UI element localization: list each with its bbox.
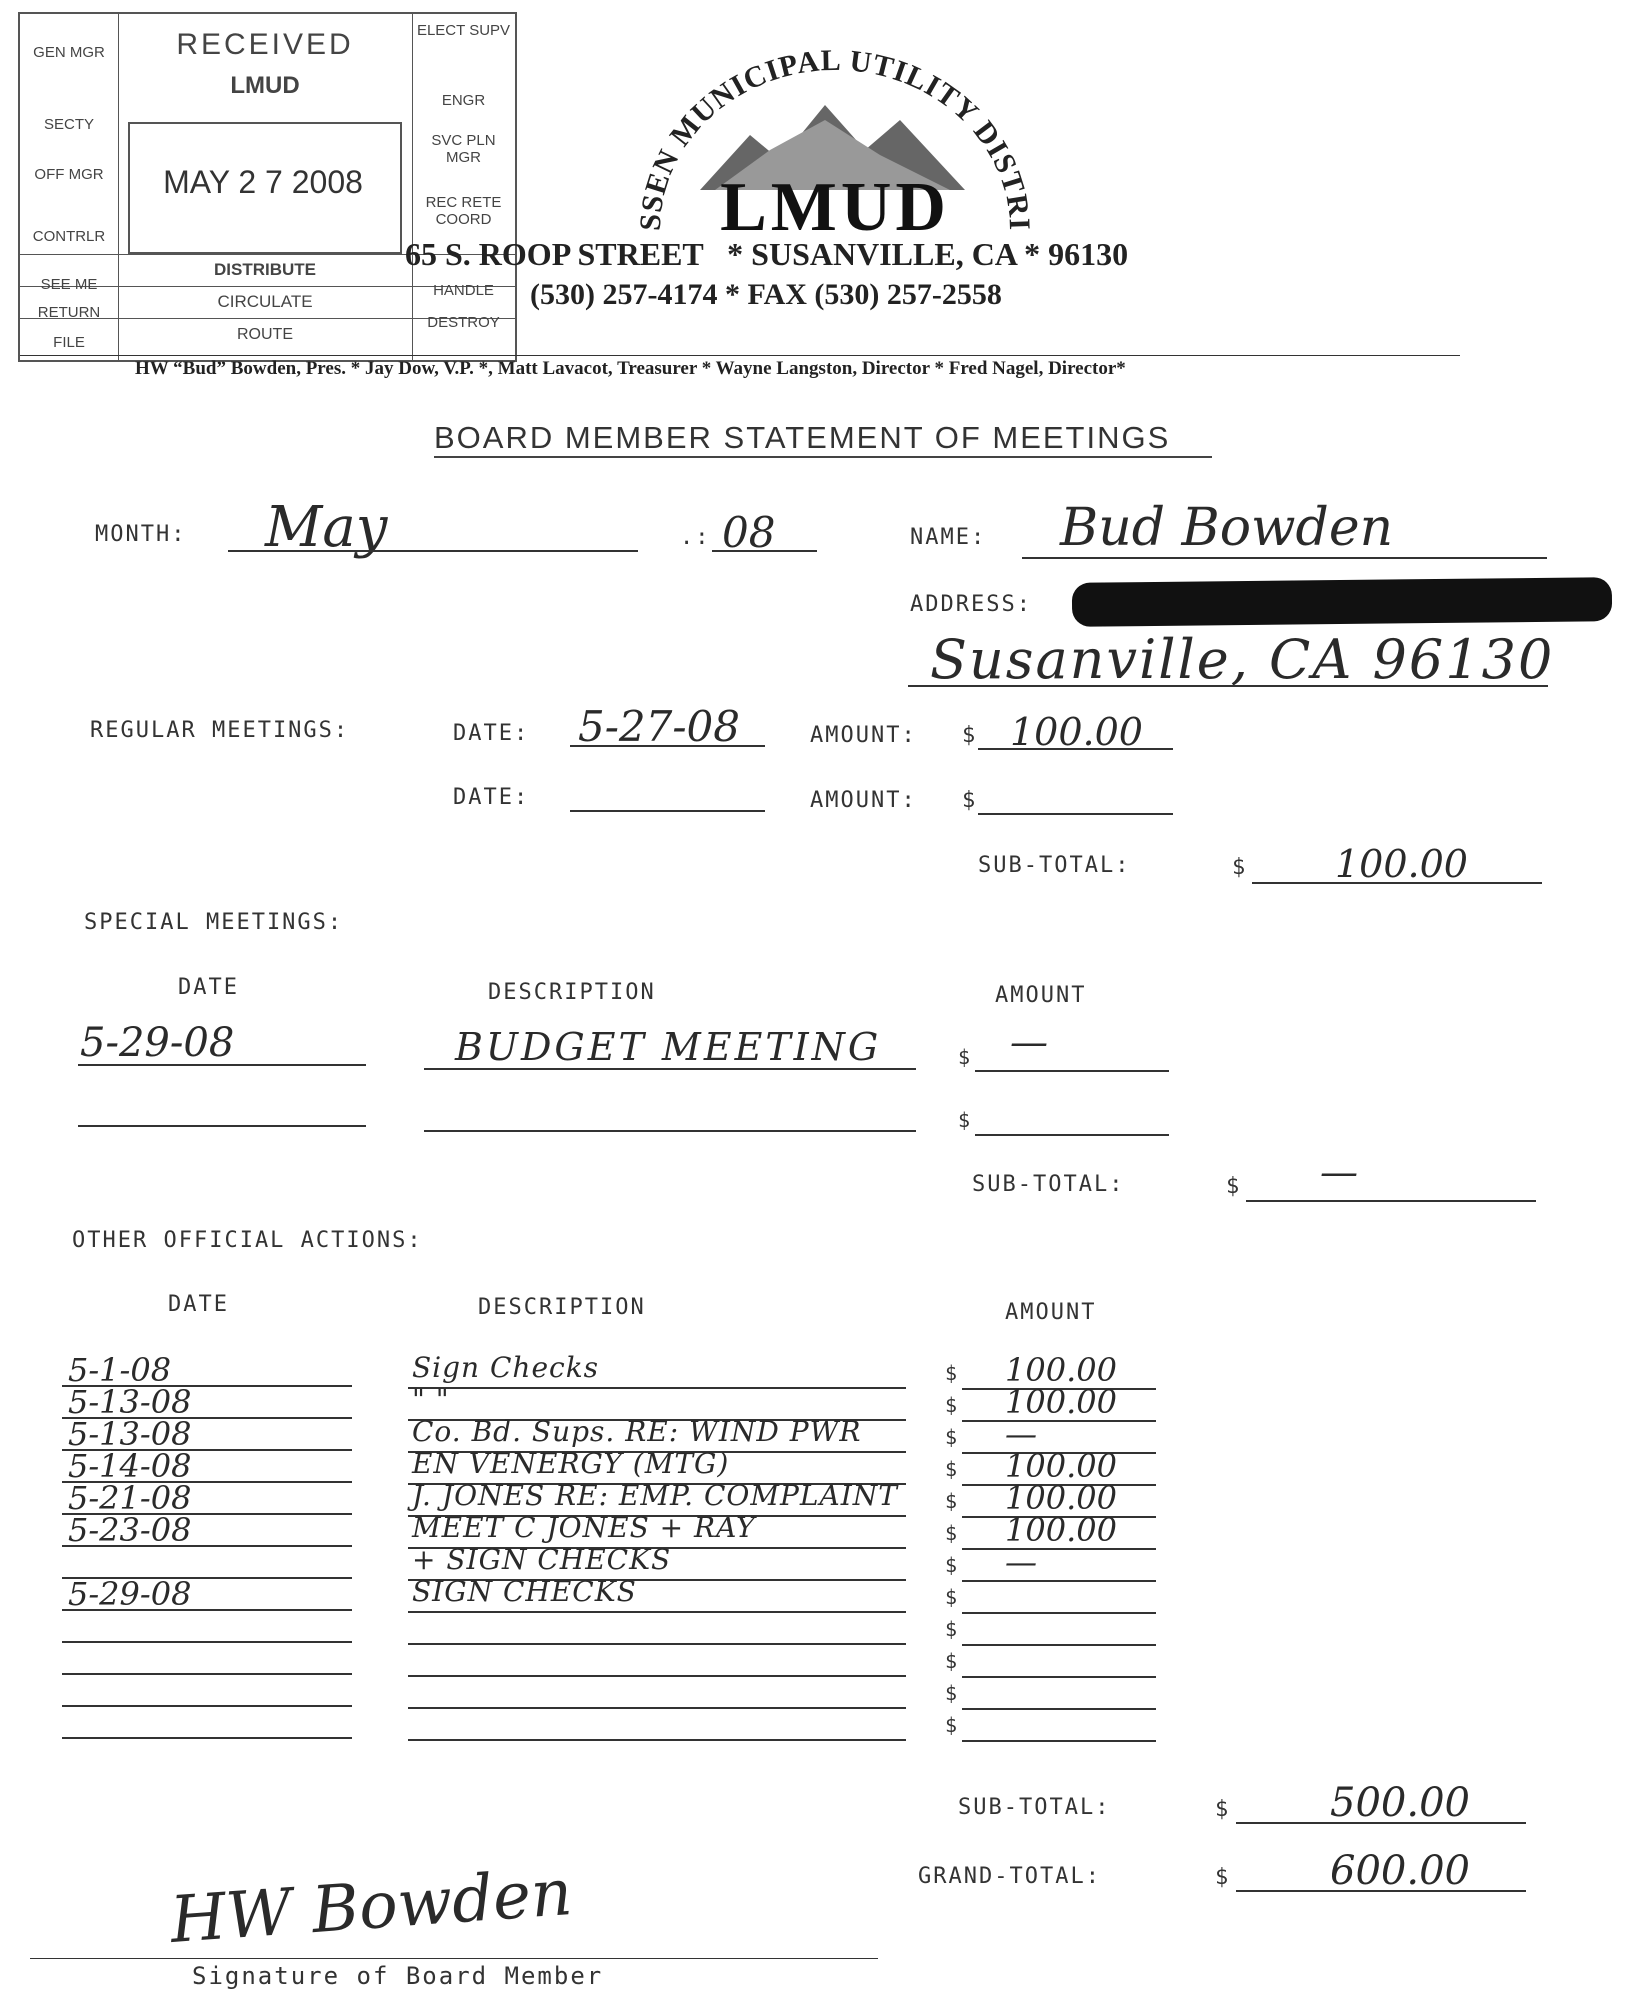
- other-row-date: 5-14-08: [68, 1447, 192, 1485]
- other-row-date-line: [62, 1609, 352, 1611]
- other-actions-label: OTHER OFFICIAL ACTIONS:: [72, 1228, 423, 1253]
- page-title: BOARD MEMBER STATEMENT OF MEETINGS: [434, 420, 1171, 455]
- other-row-date: 5-13-08: [68, 1383, 192, 1421]
- stamp-cell: FILE: [53, 334, 85, 351]
- other-row-desc-line: [408, 1739, 906, 1741]
- stamp-cell: SVC PLN MGR: [431, 132, 496, 166]
- dollar-sign: $: [958, 1108, 971, 1132]
- dollar-sign: $: [945, 1457, 958, 1481]
- other-row-amount-line: [962, 1708, 1156, 1710]
- stamp-cell: ENGR: [441, 92, 486, 109]
- address-line2: Susanville, CA 96130: [930, 628, 1555, 691]
- other-row-amount-line: [962, 1548, 1156, 1550]
- other-row-amount-line: [962, 1612, 1156, 1614]
- other-row-desc-line: [408, 1387, 906, 1389]
- stamp-cell: RETURN: [37, 304, 101, 321]
- address-label: ADDRESS:: [910, 592, 1032, 617]
- stamp-route: ROUTE: [237, 326, 293, 343]
- officers-line: HW “Bud” Bowden, Pres. * Jay Dow, V.P. *, Matt Lavacot, Treasurer * Wayne Langston, Director * Fred Nagel, Director*: [135, 358, 1126, 379]
- logo-letters: LMUD: [720, 169, 950, 240]
- other-row-date-line: [62, 1641, 352, 1643]
- regular-date-1: 5-27-08: [578, 702, 740, 751]
- dollar-sign: $: [1215, 1797, 1229, 1822]
- other-row-amount: 100.00: [1005, 1479, 1117, 1517]
- stamp-cell: REC RETE COORD: [425, 194, 502, 228]
- special-amount-2: [975, 1134, 1169, 1136]
- dollar-sign: $: [945, 1361, 958, 1385]
- dollar-sign: $: [945, 1521, 958, 1545]
- dollar-sign: $: [958, 1045, 971, 1069]
- stamp-circulate: CIRCULATE: [217, 292, 313, 311]
- dollar-sign: $: [945, 1713, 958, 1737]
- stamp-distribute: DISTRIBUTE: [214, 260, 316, 279]
- dollar-sign: $: [945, 1425, 958, 1449]
- other-row-amount: —: [1005, 1415, 1037, 1453]
- other-row-amount: —: [1005, 1543, 1037, 1581]
- other-row-amount-line: [962, 1740, 1156, 1742]
- other-row-desc: EN VENERGY (MTG): [412, 1447, 730, 1480]
- regular-subtotal-label: SUB-TOTAL:: [978, 853, 1131, 878]
- dots: .:: [680, 525, 711, 550]
- other-row-amount-line: [962, 1644, 1156, 1646]
- stamp-cell: HANDLE: [433, 282, 494, 299]
- regular-date-2: [570, 810, 765, 812]
- stamp-cell: GEN MGR: [33, 44, 105, 61]
- letterhead-rule: [20, 355, 1460, 356]
- other-row-desc: MEET C JONES + RAY: [412, 1511, 756, 1544]
- other-row-desc: " ": [412, 1383, 450, 1416]
- stamp-received: RECEIVED: [176, 28, 354, 61]
- letterhead-phone: (530) 257-4174 * FAX (530) 257-2558: [530, 278, 1002, 311]
- dollar-sign: $: [945, 1489, 958, 1513]
- special-date-1: 5-29-08: [80, 1020, 235, 1066]
- other-row-date: 5-21-08: [68, 1479, 192, 1517]
- other-row-amount: 100.00: [1005, 1447, 1117, 1485]
- other-row-amount: 100.00: [1005, 1511, 1117, 1549]
- dollar-sign: $: [1226, 1174, 1240, 1199]
- special-col-date: DATE: [178, 975, 239, 1000]
- regular-date-label: DATE:: [453, 721, 530, 746]
- year-value: 08: [722, 508, 776, 557]
- other-subtotal: 500.00: [1330, 1780, 1470, 1826]
- other-row-amount-line: [962, 1580, 1156, 1582]
- special-col-desc: DESCRIPTION: [488, 980, 656, 1005]
- special-amount-1: —: [1010, 1020, 1048, 1064]
- regular-amount-2: [978, 813, 1173, 815]
- name-label: NAME:: [910, 525, 987, 550]
- special-col-amount: AMOUNT: [995, 983, 1087, 1008]
- other-row-amount: 100.00: [1005, 1351, 1117, 1389]
- other-row-date: 5-23-08: [68, 1511, 192, 1549]
- other-row-date-line: [62, 1737, 352, 1739]
- grand-total: 600.00: [1330, 1848, 1470, 1894]
- stamp-cell: CONTRLR: [32, 228, 106, 245]
- other-row-date: 5-13-08: [68, 1415, 192, 1453]
- stamp-date: MAY 2 7 2008: [163, 164, 363, 200]
- stamp-cell: SECTY: [43, 116, 94, 133]
- stamp-org: LMUD: [230, 72, 300, 99]
- other-row-amount-line: [962, 1676, 1156, 1678]
- special-date-2: [78, 1125, 366, 1127]
- dollar-sign: $: [1215, 1865, 1229, 1890]
- special-subtotal-label: SUB-TOTAL:: [972, 1172, 1125, 1197]
- regular-date-label-2: DATE:: [453, 785, 530, 810]
- dollar-sign: $: [962, 788, 976, 813]
- other-col-desc: DESCRIPTION: [478, 1295, 646, 1320]
- address-redaction: [1072, 577, 1612, 627]
- signature-label: Signature of Board Member: [192, 1962, 604, 1990]
- dollar-sign: $: [1232, 855, 1246, 880]
- other-row-date-line: [62, 1705, 352, 1707]
- other-col-date: DATE: [168, 1292, 229, 1317]
- lmud-logo: [620, 40, 1050, 240]
- stamp-cell: OFF MGR: [34, 166, 104, 183]
- special-subtotal: —: [1320, 1150, 1358, 1194]
- special-meetings-label: SPECIAL MEETINGS:: [84, 910, 344, 935]
- dollar-sign: $: [962, 723, 976, 748]
- name-value: Bud Bowden: [1060, 498, 1394, 558]
- grand-total-label: GRAND-TOTAL:: [918, 1864, 1101, 1889]
- other-row-desc: + SIGN CHECKS: [412, 1543, 672, 1576]
- other-row-desc-line: [408, 1611, 906, 1613]
- letterhead-address: 65 S. ROOP STREET * SUSANVILLE, CA * 96130: [405, 236, 1129, 272]
- regular-amount-label: AMOUNT:: [810, 723, 917, 748]
- dollar-sign: $: [945, 1617, 958, 1641]
- special-desc-1: BUDGET MEETING: [455, 1025, 882, 1069]
- regular-meetings-label: REGULAR MEETINGS:: [90, 718, 350, 743]
- dollar-sign: $: [945, 1393, 958, 1417]
- dollar-sign: $: [945, 1553, 958, 1577]
- regular-amount-label-2: AMOUNT:: [810, 788, 917, 813]
- month-value: May: [265, 495, 388, 560]
- other-row-amount-line: [962, 1420, 1156, 1422]
- other-subtotal-label: SUB-TOTAL:: [958, 1795, 1111, 1820]
- other-row-date: 5-1-08: [68, 1351, 172, 1389]
- other-row-amount: 100.00: [1005, 1383, 1117, 1421]
- other-row-date-line: [62, 1673, 352, 1675]
- other-row-date: 5-29-08: [68, 1575, 192, 1613]
- stamp-cell: SEE ME: [40, 276, 98, 293]
- other-row-desc-line: [408, 1675, 906, 1677]
- received-stamp: [18, 12, 517, 362]
- other-row-desc: J. JONES RE: EMP. COMPLAINT: [412, 1479, 898, 1512]
- signature-scrawl: HW Bowden: [167, 1856, 575, 1958]
- dollar-sign: $: [945, 1585, 958, 1609]
- stamp-cell: ELECT SUPV: [416, 22, 511, 39]
- other-row-date-line: [62, 1545, 352, 1547]
- regular-amount-1: 100.00: [1010, 710, 1143, 754]
- other-row-desc: SIGN CHECKS: [412, 1575, 637, 1608]
- month-label: MONTH:: [95, 522, 187, 547]
- logo-arc-text: SSEN MUNICIPAL UTILITY DISTRI: [633, 43, 1037, 232]
- dollar-sign: $: [945, 1649, 958, 1673]
- other-row-desc: Sign Checks: [412, 1351, 600, 1384]
- other-row-desc: Co. Bd. Sups. RE: WIND PWR: [412, 1415, 862, 1448]
- special-desc-2: [424, 1130, 916, 1132]
- other-row-desc-line: [408, 1707, 906, 1709]
- other-col-amount: AMOUNT: [1005, 1300, 1097, 1325]
- other-row-desc-line: [408, 1643, 906, 1645]
- regular-subtotal: 100.00: [1335, 842, 1468, 886]
- stamp-cell: DESTROY: [427, 314, 500, 331]
- dollar-sign: $: [945, 1681, 958, 1705]
